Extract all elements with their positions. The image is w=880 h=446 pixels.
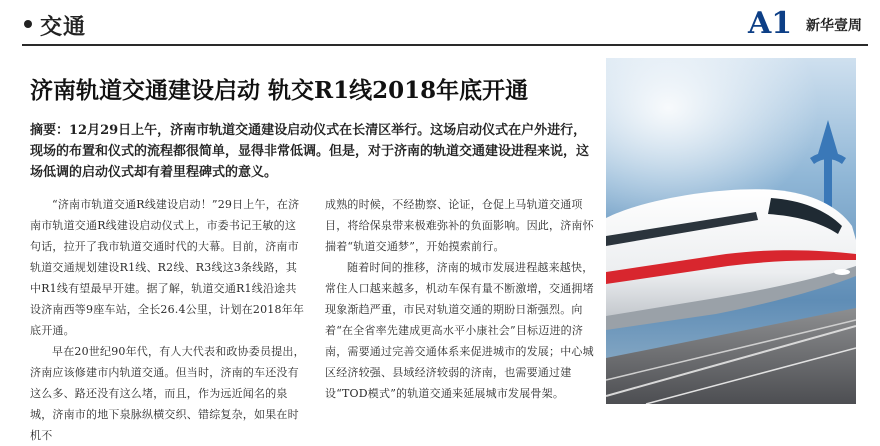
article-column-2 — [325, 194, 600, 404]
train-photo — [606, 58, 856, 404]
page-number: A1 — [748, 6, 793, 41]
article-abstract: 摘要：12月29日上午，济南市轨道交通建设启动仪式在长清区举行。这场启动仪式在户外进行，现场的布置和仪式的流程都很简单，显得非常低调。但是，对于济南的轨道交通建设进程来说，这场低调的启动仪式却有着里程碑式的意义。 — [30, 123, 590, 180]
page-header — [0, 0, 880, 46]
paragraph: “济南市轨道交通R线建设启动！”29日上午，在济南市轨道交通R线建设启动仪式上，市委书记王敏的这句话，拉开了我市轨道交通时代的大幕。目前，济南市轨道交通规划建设R1线、R2线、R3线这3条线路，其中R1线有望最早开建。据了解，轨道交通R1线沿途共设济南西等9座车站，全长26.4公里，计划在2018年年底开通。 — [30, 198, 305, 337]
section-title: 交通 — [40, 14, 87, 40]
paragraph: 随着时间的推移，济南的城市发展进程越来越快，常住人口越来越多，机动车保有量不断激增，交通拥堵现象渐趋严重，市民对轨道交通的期盼日渐强烈。向着“在全省率先建成更高水平小康社会”目标迈进的济南，需要通过完善交通体系来促进城市的发展；中心城区经济较强、县域经济较弱的济南，也需要通过建设“TOD模式”的轨道交通来延展城市发展骨架。 — [325, 261, 594, 400]
article-column-1 — [30, 194, 306, 446]
section-bullet-icon — [24, 20, 32, 28]
publication-name: 新华壹周 — [806, 18, 862, 34]
article-headline: 济南轨道交通建设启动 轨交R1线2018年底开通 — [30, 77, 529, 104]
paragraph: 早在20世纪90年代，有人大代表和政协委员提出，济南应该修建市内轨道交通。但当时，济南的车还没有这么多、路还没有这么堵，而且，作为远近闻名的泉城，济南市的地下泉脉纵横交织、错综复杂，如果在时机不 — [30, 345, 305, 442]
paragraph: 成熟的时候，不经勘察、论证，仓促上马轨道交通项目，将给保泉带来极难弥补的负面影响。因此，济南怀揣着“轨道交通梦”，开始摸索前行。 — [325, 198, 594, 253]
header-rule — [22, 44, 868, 46]
